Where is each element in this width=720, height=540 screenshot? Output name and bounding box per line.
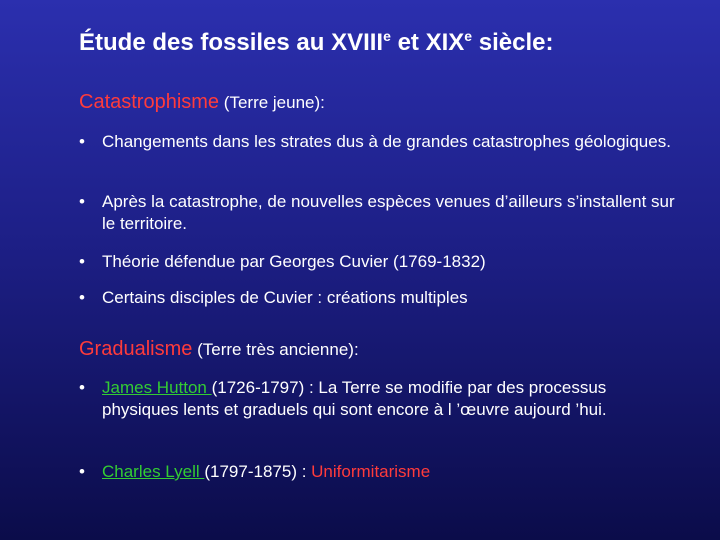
bullet-marker: •	[79, 288, 85, 307]
catastrophisme-bullet-4: • Certains disciples de Cuvier : créations multiples	[79, 288, 468, 307]
catastrophisme-subtitle: (Terre jeune):	[219, 93, 325, 112]
bullet-marker: •	[79, 252, 85, 271]
hutton-text: (1726-1797) : La Terre se modifie par des processus physiques lents et graduels qui sont encore à l ’œuvre aujourd ’hui.	[102, 378, 607, 419]
gradualisme-subtitle: (Terre très ancienne):	[192, 340, 359, 359]
slide-title: Étude des fossiles au XVIIIe et XIXe siècle:	[79, 28, 554, 56]
catastrophisme-heading	[79, 91, 325, 114]
catastrophisme-term: Catastrophisme	[79, 91, 220, 113]
gradualisme-heading	[79, 338, 359, 361]
bullet-marker: •	[79, 378, 85, 397]
hutton-name: James Hutton	[102, 378, 212, 397]
lyell-bullet	[79, 461, 679, 483]
lyell-name: Charles Lyell	[102, 462, 205, 481]
catastrophisme-bullet-1: • Changements dans les strates dus à de grandes catastrophes géologiques.	[79, 132, 671, 151]
catastrophisme-bullet-2: • Après la catastrophe, de nouvelles espèces venues d’ailleurs s’installent sur le territoire.	[79, 192, 675, 233]
hutton-bullet	[79, 377, 679, 421]
bullet-marker: •	[79, 462, 85, 481]
gradualisme-term: Gradualisme	[79, 338, 193, 360]
bullet-marker: •	[79, 132, 85, 151]
uniformitarisme-term: Uniformitarisme	[311, 462, 431, 481]
catastrophisme-bullet-3: • Théorie défendue par Georges Cuvier (1769-1832)	[79, 252, 486, 271]
bullet-marker: •	[79, 192, 85, 211]
lyell-text: (1797-1875) :	[204, 462, 312, 481]
